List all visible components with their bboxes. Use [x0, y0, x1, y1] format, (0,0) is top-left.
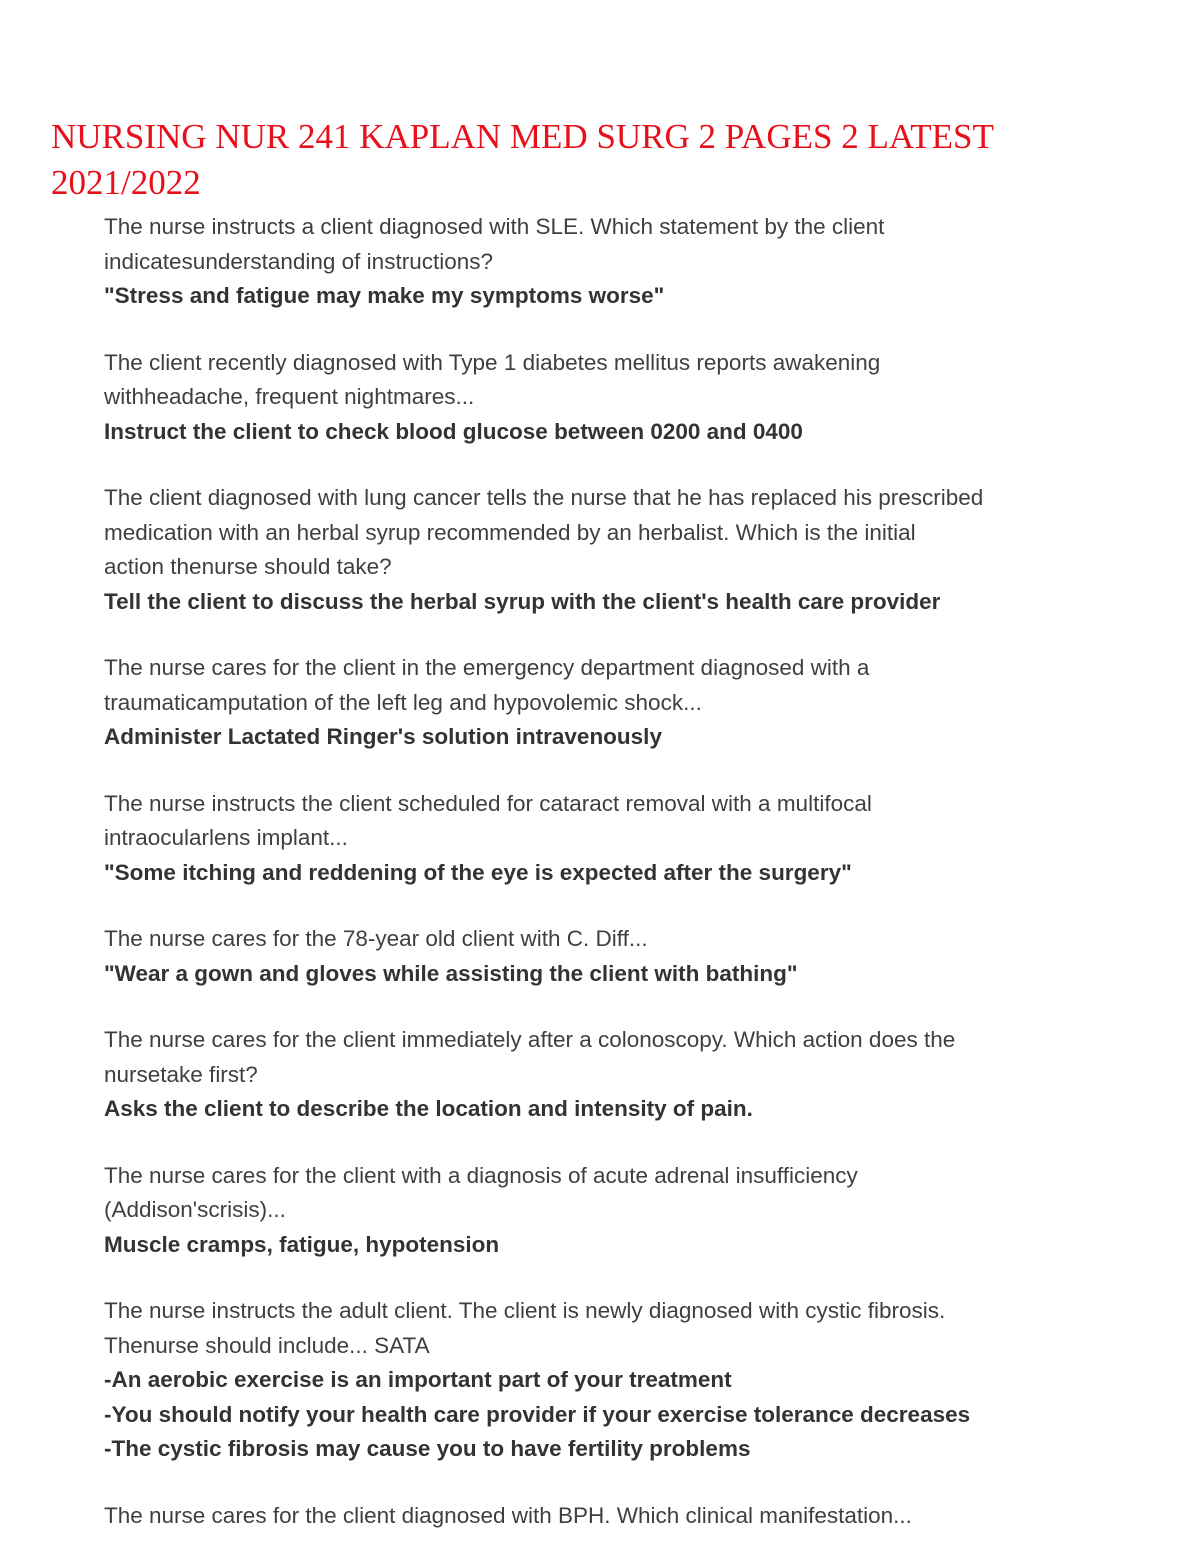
- answer: "Wear a gown and gloves while assisting the client with bathing": [104, 960, 798, 986]
- question-line: The client recently diagnosed with Type 1 diabetes mellitus reports awakening: [104, 349, 881, 375]
- question-line: intraocularlens implant...: [104, 825, 348, 850]
- qa-item: [104, 922, 1104, 991]
- question-line: withheadache, frequent nightmares...: [104, 384, 475, 409]
- answer: Muscle cramps, fatigue, hypotension: [104, 1231, 500, 1257]
- question: [104, 1023, 1104, 1092]
- question-line: The nurse instructs the client scheduled for cataract removal with a multifocal: [104, 790, 872, 816]
- question-line: indicatesunderstanding of instructions?: [104, 248, 493, 274]
- answer: "Stress and fatigue may make my symptoms worse": [104, 283, 665, 308]
- question: [104, 481, 1104, 585]
- question: [104, 346, 1104, 415]
- title-line-2: 2021/2022: [51, 163, 201, 202]
- answer: -An aerobic exercise is an important part of your treatment: [104, 1367, 732, 1392]
- answer: "Some itching and reddening of the eye is expected after the surgery": [104, 859, 852, 885]
- question-line: The nurse cares for the 78-year old client with C. Diff...: [104, 926, 648, 951]
- answer: -The cystic fibrosis may cause you to have fertility problems: [104, 1436, 751, 1461]
- question: [104, 1159, 1104, 1228]
- answer: Asks the client to describe the location and intensity of pain.: [104, 1096, 753, 1121]
- question-line: Thenurse should include... SATA: [104, 1332, 430, 1358]
- answer: Administer Lactated Ringer's solution intravenously: [104, 724, 662, 749]
- qa-item: [104, 1159, 1104, 1263]
- qa-item: [104, 481, 1104, 619]
- question-line: The nurse cares for the client diagnosed with BPH. Which clinical manifestation...: [104, 1502, 912, 1528]
- question-line: The nurse cares for the client with a diagnosis of acute adrenal insufficiency: [104, 1162, 858, 1188]
- question-line: The nurse instructs a client diagnosed with SLE. Which statement by the client: [104, 214, 885, 239]
- question-line: traumaticamputation of the left leg and hypovolemic shock...: [104, 689, 702, 715]
- question: [104, 1499, 1104, 1534]
- qa-item: [104, 210, 1104, 314]
- title-line-1: NURSING NUR 241 KAPLAN MED SURG 2 PAGES 2 LATEST: [51, 117, 994, 156]
- question-line: The nurse instructs the adult client. The client is newly diagnosed with cystic fibrosis.: [104, 1298, 946, 1323]
- question-line: (Addison'scrisis)...: [104, 1197, 286, 1222]
- question-line: The client diagnosed with lung cancer tells the nurse that he has replaced his prescribed: [104, 485, 984, 510]
- qa-item: [104, 1499, 1104, 1534]
- answer: Tell the client to discuss the herbal syrup with the client's health care provider: [104, 588, 941, 614]
- qa-item: [104, 346, 1104, 450]
- question: [104, 1294, 1104, 1363]
- question: [104, 210, 1104, 279]
- answer: -You should notify your health care provider if your exercise tolerance decreases: [104, 1401, 971, 1427]
- answer: Instruct the client to check blood glucose between 0200 and 0400: [104, 418, 803, 444]
- qa-item: [104, 1023, 1104, 1127]
- question: [104, 787, 1104, 856]
- qa-list: [104, 210, 1104, 1565]
- document-title: [51, 114, 1051, 206]
- question-line: medication with an herbal syrup recommended by an herbalist. Which is the initial: [104, 519, 916, 545]
- question-line: action thenurse should take?: [104, 554, 392, 579]
- question-line: The nurse cares for the client in the emergency department diagnosed with a: [104, 655, 870, 680]
- question: [104, 922, 1104, 957]
- qa-item: [104, 1294, 1104, 1467]
- question: [104, 651, 1104, 720]
- question-line: The nurse cares for the client immediately after a colonoscopy. Which action does the: [104, 1027, 956, 1052]
- question-line: nursetake first?: [104, 1061, 258, 1087]
- qa-item: [104, 787, 1104, 891]
- qa-item: [104, 651, 1104, 755]
